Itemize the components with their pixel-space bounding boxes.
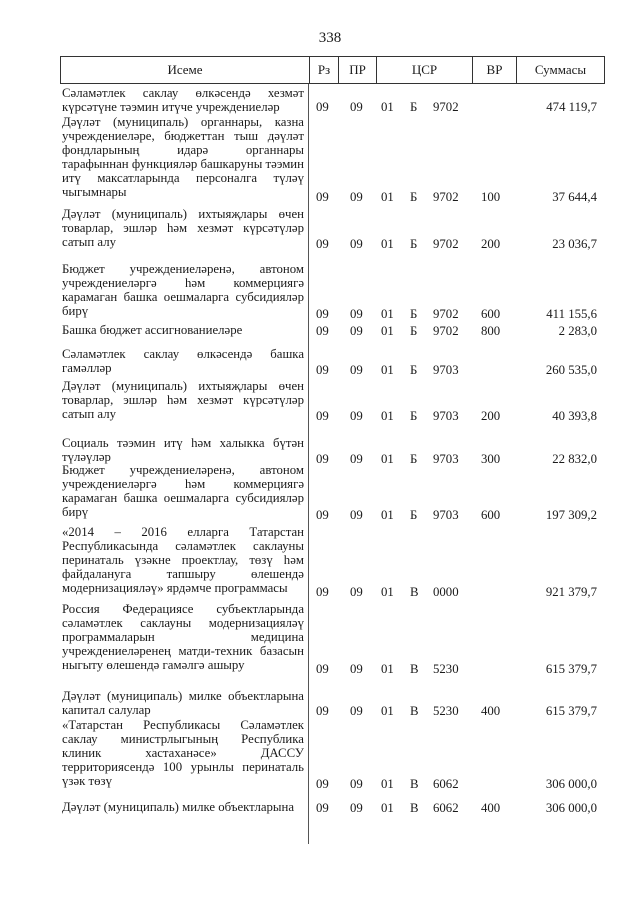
row-csr-letter: В (410, 777, 419, 791)
row-pr: 09 (350, 363, 363, 377)
row-name: Бюджет учреждениеләренә, автоном учреждениеләргә һәм коммерциягә карамаган башка оешмаларга субсидияләр бирү (62, 463, 304, 519)
row-csr-letter: Б (410, 237, 418, 251)
row-csr-letter: Б (410, 508, 418, 522)
row-rz: 09 (316, 508, 329, 522)
row-rz: 09 (316, 704, 329, 718)
row-pr: 09 (350, 452, 363, 466)
row-csr-letter: Б (410, 409, 418, 423)
row-sum: 306 000,0 (545, 801, 597, 815)
row-csr-program: 01 (381, 307, 394, 321)
table-row (60, 800, 605, 815)
table-row (60, 689, 605, 718)
table-row (60, 86, 605, 114)
row-csr-letter: В (410, 704, 419, 718)
row-name: Дәүләт (муниципаль) милке объектларына капитал салулар (62, 689, 304, 717)
row-pr: 09 (350, 662, 363, 676)
row-csr-code: 9702 (433, 307, 459, 321)
row-vr: 300 (481, 452, 501, 466)
row-sum: 921 379,7 (545, 585, 597, 599)
row-rz: 09 (316, 452, 329, 466)
row-pr: 09 (350, 585, 363, 599)
row-csr-program: 01 (381, 704, 394, 718)
row-sum: 411 155,6 (546, 307, 597, 321)
header-vr: ВР (472, 57, 516, 83)
header-sum: Суммасы (516, 57, 604, 83)
row-sum: 615 379,7 (545, 662, 597, 676)
row-rz: 09 (316, 307, 329, 321)
table-row (60, 262, 605, 321)
row-csr-code: 5230 (433, 662, 459, 676)
row-csr-letter: Б (410, 307, 418, 321)
row-vr: 200 (481, 237, 501, 251)
row-csr-code: 0000 (433, 585, 459, 599)
row-vr: 800 (481, 324, 501, 338)
row-vr: 600 (481, 307, 501, 321)
row-csr-letter: В (410, 585, 419, 599)
row-csr-program: 01 (381, 662, 394, 676)
row-name: Бюджет учреждениеләренә, автоном учреждениеләргә һәм коммерциягә карамаган башка оешмаларга субсидияләр бирү (62, 262, 304, 318)
row-pr: 09 (350, 307, 363, 321)
row-sum: 37 644,4 (552, 190, 597, 204)
row-csr-letter: Б (410, 324, 418, 338)
row-csr-code: 9702 (433, 100, 459, 114)
row-rz: 09 (316, 237, 329, 251)
row-pr: 09 (350, 190, 363, 204)
row-name: Россия Федерациясе субъектларында сәламәтлек саклауны модернизацияләү программаларын медицина учреждениеләренең матди-техник базасын ныгыту өлешендә гамәлгә ашыру (62, 602, 304, 672)
row-csr-program: 01 (381, 190, 394, 204)
page-number: 338 (318, 30, 342, 46)
row-csr-program: 01 (381, 801, 394, 815)
row-rz: 09 (316, 100, 329, 114)
row-csr-letter: Б (410, 363, 418, 377)
row-csr-letter: В (410, 801, 419, 815)
table-row (60, 463, 605, 522)
row-csr-program: 01 (381, 452, 394, 466)
header-csr: ЦСР (376, 57, 472, 83)
row-csr-code: 9702 (433, 190, 459, 204)
row-sum: 474 119,7 (546, 100, 597, 114)
row-sum: 40 393,8 (552, 409, 597, 423)
row-csr-letter: Б (410, 100, 418, 114)
row-sum: 197 309,2 (545, 508, 597, 522)
row-pr: 09 (350, 324, 363, 338)
row-csr-code: 9702 (433, 324, 459, 338)
row-name: Дәүләт (муниципаль) органнары, казна учреждениеләре, бюджеттан тыш дәүләт фондларының идарә органнары тарафыннан функцияләр башкаруны тәэмин итү максатларында персоналга түләү чыгымнары (62, 115, 304, 199)
row-rz: 09 (316, 585, 329, 599)
row-csr-code: 9703 (433, 508, 459, 522)
row-rz: 09 (316, 409, 329, 423)
table-row (60, 115, 605, 204)
row-name: «2014 – 2016 елларга Татарстан Республикасында сәламәтлек саклауны перинаталь үзәкне проектлау, төзү һәм файдалануга тапшыру өлешендә модернизацияләү» ярдәмче программасы (62, 525, 304, 595)
row-pr: 09 (350, 237, 363, 251)
row-csr-letter: Б (410, 452, 418, 466)
row-sum: 306 000,0 (545, 777, 597, 791)
row-csr-program: 01 (381, 508, 394, 522)
row-name: Дәүләт (муниципаль) милке объектларына (62, 800, 295, 814)
row-rz: 09 (316, 363, 329, 377)
row-pr: 09 (350, 777, 363, 791)
row-rz: 09 (316, 801, 329, 815)
table-row (60, 436, 605, 466)
row-csr-program: 01 (381, 777, 394, 791)
table-row (60, 347, 605, 377)
row-name: Сәламәтлек саклау өлкәсендә хезмәт күрсәтүне тәэмин итүче учреждениеләр (62, 86, 304, 114)
row-vr: 600 (481, 508, 501, 522)
row-csr-letter: Б (410, 190, 418, 204)
row-sum: 260 535,0 (545, 363, 597, 377)
row-rz: 09 (316, 777, 329, 791)
budget-table (60, 0, 605, 905)
row-csr-program: 01 (381, 100, 394, 114)
row-vr: 400 (481, 704, 501, 718)
row-rz: 09 (316, 662, 329, 676)
row-csr-code: 9702 (433, 237, 459, 251)
row-vr: 200 (481, 409, 501, 423)
row-csr-program: 01 (381, 237, 394, 251)
row-csr-code: 9703 (433, 409, 459, 423)
row-vr: 400 (481, 801, 501, 815)
row-rz: 09 (316, 190, 329, 204)
row-csr-code: 9703 (433, 363, 459, 377)
row-name: Дәүләт (муниципаль) ихтыяҗлары өчен товарлар, эшләр һәм хезмәт күрсәтүләр сатып алу (62, 207, 304, 249)
row-name: «Татарстан Республикасы Сәламәтлек саклау министрлыгының Республика клиник хастаханәсе» ДАССУ территориясендә 100 урынлы перинаталь үзәк төзү (62, 718, 304, 788)
row-pr: 09 (350, 100, 363, 114)
table-header (60, 56, 605, 84)
row-name: Дәүләт (муниципаль) ихтыяҗлары өчен товарлар, эшләр һәм хезмәт күрсәтүләр сатып алу (62, 379, 304, 421)
row-name: Социаль тәэмин итү һәм халыкка бүтән түләүләр (62, 436, 304, 464)
table-row (60, 323, 605, 338)
header-rz: Рз (309, 57, 338, 83)
row-csr-program: 01 (381, 363, 394, 377)
row-sum: 2 283,0 (558, 324, 597, 338)
row-vr: 100 (481, 190, 501, 204)
row-sum: 22 832,0 (552, 452, 597, 466)
row-sum: 23 036,7 (552, 237, 597, 251)
row-csr-program: 01 (381, 585, 394, 599)
row-rz: 09 (316, 324, 329, 338)
row-csr-code: 6062 (433, 777, 459, 791)
row-name: Башка бюджет ассигнованиеләре (62, 323, 243, 337)
row-csr-letter: В (410, 662, 419, 676)
table-row (60, 379, 605, 423)
row-csr-code: 9703 (433, 452, 459, 466)
row-pr: 09 (350, 409, 363, 423)
header-pr: ПР (338, 57, 376, 83)
row-csr-code: 5230 (433, 704, 459, 718)
row-name: Сәламәтлек саклау өлкәсендә башка гамәлләр (62, 347, 304, 375)
header-name: Исеме (167, 62, 203, 77)
row-pr: 09 (350, 508, 363, 522)
row-csr-program: 01 (381, 324, 394, 338)
row-sum: 615 379,7 (545, 704, 597, 718)
table-row (60, 207, 605, 251)
row-csr-program: 01 (381, 409, 394, 423)
table-row (60, 602, 605, 676)
row-pr: 09 (350, 704, 363, 718)
table-row (60, 718, 605, 791)
table-row (60, 525, 605, 599)
row-pr: 09 (350, 801, 363, 815)
row-csr-code: 6062 (433, 801, 459, 815)
